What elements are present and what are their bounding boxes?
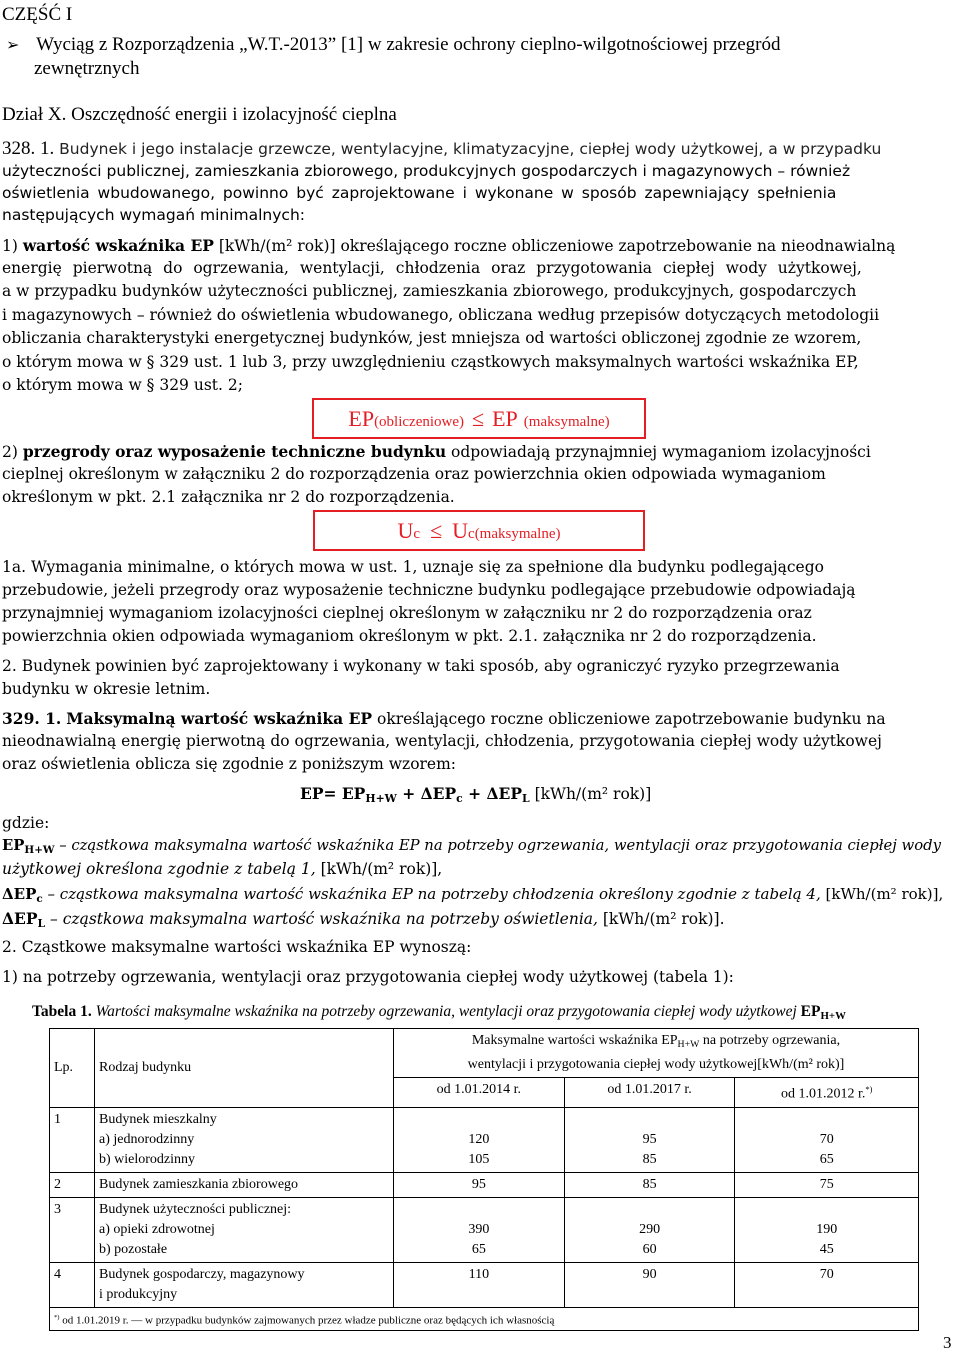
th-date-2012: od 1.01.2012 r.*): [735, 1078, 919, 1108]
p1a-line-3: przynajmniej wymaganiom izolacyjności cieplnej określonym w załączniku nr 2 do rozporządzenia oraz: [2, 604, 812, 622]
bullet-heading-line1: Wyciąg z Rozporządzenia „W.T.-2013” [1] w zakresie ochrony cieplno-wilgotnościowej przegród: [36, 34, 781, 55]
bullet-heading: [6, 34, 780, 56]
req2-line-2: cieplnej określonym w załączniku 2 do rozporządzenia oraz powierzchnia okien odpowiada wymaganiom: [2, 465, 826, 483]
formula-ep-box: EP (obliczeniowe) ≤ EP (maksymalne): [312, 398, 646, 439]
req2-line-1: 2) przegrody oraz wyposażenie techniczne budynku odpowiadają przynajmniej wymaganiom izolacyjności: [2, 442, 871, 461]
p1a-line-2: przebudowie, jeżeli przegrody oraz wyposażenie techniczne budynku podlegające przebudowie odpowiadają: [2, 581, 856, 599]
p2b-item-1: 1) na potrzeby ogrzewania, wentylacji oraz przygotowania ciepłej wody użytkowej (tabela 1):: [2, 968, 734, 986]
def-epl: $\Delta EP_L$ – cząstkowa maksymalna wartość wskaźnika na potrzeby oświetlenia, [kWh/(m² rok)].: [2, 909, 725, 930]
p329-line-3: oraz oświetlenia oblicza się zgodnie z poniższym wzorem:: [2, 755, 457, 773]
section-heading: Dział X. Oszczędność energii i izolacyjność cieplna: [2, 104, 397, 125]
th-date-2017: od 1.01.2017 r.: [564, 1078, 735, 1108]
table-row: 3 Budynek użyteczności publicznej: a) opieki zdrowotnej b) pozostałe 390 65 290 60 190 45: [50, 1197, 919, 1262]
th-type: Rodzaj budynku: [95, 1029, 394, 1108]
formula-ep-max: $EP= EP_{H+W} + \Delta EP_c + \Delta EP_L$ [kWh/(m² rok)]: [300, 784, 652, 805]
gdzie-label: gdzie:: [2, 814, 50, 832]
p2-line-2: budynku w okresie letnim.: [2, 680, 211, 698]
p1a-line-4: powierzchnia okien odpowiada wymaganiom określonym w pkt. 2.1. załącznika nr 2 do rozporządzenia.: [2, 627, 817, 645]
req1-line-4: i magazynowych – również do oświetlenia wbudowanego, obliczana według przepisów dotyczących metodologii: [2, 306, 880, 324]
table-footnote: *) od 1.01.2019 r. — w przypadku budynków zajmowanych przez władze publiczne oraz będących ich własnością: [50, 1307, 919, 1331]
p2-line-1: 2. Budynek powinien być zaprojektowany i wykonany w taki sposób, aby ograniczyć ryzyko przegrzewania: [2, 657, 840, 675]
less-equal-icon-2: ≤: [430, 517, 443, 543]
req1-line-5: obliczania charakterystyki energetycznej budynków, jest mniejsza od wartości obliczonej zgodnie ze wzorem,: [2, 329, 862, 347]
p328-line-1: 328. 1. Budynek i jego instalacje grzewcze, wentylacyjne, klimatyzacyjne, ciepłej wody użytkowej, a w przypadku: [2, 138, 882, 159]
th-date-2014: od 1.01.2014 r.: [394, 1078, 565, 1108]
p1a-line-1: 1a. Wymagania minimalne, o których mowa w ust. 1, uznaje się za spełnione dla budynku podlegającego: [2, 558, 824, 576]
p329-line-2: nieodnawialną energię pierwotną do ogrzewania, wentylacji, chłodzenia, przygotowania ciepłej wody użytkowej: [2, 732, 882, 750]
table-caption: Tabela 1. Wartości maksymalne wskaźnika na potrzeby ogrzewania, wentylacji oraz przygotowania ciepłej wody użytkowej $EP_{H+W}$: [32, 1003, 846, 1022]
table-row: 4 Budynek gospodarczy, magazynowy i produkcyjny 110 90 70: [50, 1262, 919, 1307]
table-row: 1 Budynek mieszkalny a) jednorodzinny b) wielorodzinny 120 105 95 85 70 65: [50, 1107, 919, 1172]
req1-line-6: o którym mowa w § 329 ust. 1 lub 3, przy uwzględnieniu cząstkowych maksymalnych wartości wskaźnika EP,: [2, 353, 859, 371]
p328-line-4: następujących wymagań minimalnych:: [2, 206, 305, 224]
def-ephw-line-2: użytkowej określona zgodnie z tabelą 1, [kWh/(m² rok)],: [2, 860, 443, 878]
req1-line-1: 1) wartość wskaźnika EP [kWh/(m² rok)] określającego roczne obliczeniowe zapotrzebowanie na nieodnawialną: [2, 236, 896, 255]
req1-line-3: a w przypadku budynków użyteczności publicznej, zamieszkania zbiorowego, produkcyjnych, gospodarczych: [2, 282, 857, 300]
req2-line-3: określonym w pkt. 2.1 załącznika nr 2 do rozporządzenia.: [2, 488, 455, 506]
part-title: CZĘŚĆ I: [2, 4, 73, 25]
page-number: 3: [943, 1333, 952, 1352]
th-lp: Lp.: [50, 1029, 95, 1108]
req1-line-7: o którym mowa w § 329 ust. 2;: [2, 376, 243, 394]
less-equal-icon: ≤: [472, 405, 485, 431]
def-ephw-line-1: $EP_{H+W}$ – cząstkowa maksymalna wartość wskaźnika EP na potrzeby ogrzewania, wentylacji oraz przygotowania ciepłej wody: [2, 837, 941, 856]
req1-line-2: energię pierwotną do ogrzewania, wentylacji, chłodzenia oraz przygotowania ciepłej wody użytkowej,: [2, 259, 862, 277]
p328-line-2: użyteczności publicznej, zamieszkania zbiorowego, produkcyjnych gospodarczych i magazynowych – również: [2, 162, 851, 180]
arrow-bullet-icon: ➢: [6, 35, 20, 54]
ep-table: [49, 1028, 919, 1331]
p329-line-1: 329. 1. Maksymalną wartość wskaźnika EP określającego roczne obliczeniowe zapotrzebowanie budynku na: [2, 709, 886, 728]
formula-u-box: U c ≤ U c(maksymalne): [313, 510, 645, 551]
def-epc: $\Delta EP_c$ – cząstkowa maksymalna wartość wskaźnika EP na potrzeby chłodzenia określony zgodnie z tabelą 4, [kWh/(m² rok)],: [2, 885, 944, 905]
bullet-heading-line2: zewnętrznych: [34, 58, 140, 79]
p328-number: 328. 1.: [2, 138, 55, 159]
th-max-values: Maksymalne wartości wskaźnika $EP_{H+W}$ na potrzeby ogrzewania, wentylacji i przygotowania ciepłej wody użytkowej[kWh/(m² rok)]: [394, 1029, 919, 1078]
p328-line-3: oświetlenia wbudowanego, powinno być zaprojektowane i wykonane w sposób zapewniający spełnienia: [2, 184, 837, 202]
p2b: 2. Cząstkowe maksymalne wartości wskaźnika EP wynoszą:: [2, 938, 472, 956]
table-row: 2 Budynek zamieszkania zbiorowego 95 85 75: [50, 1172, 919, 1197]
